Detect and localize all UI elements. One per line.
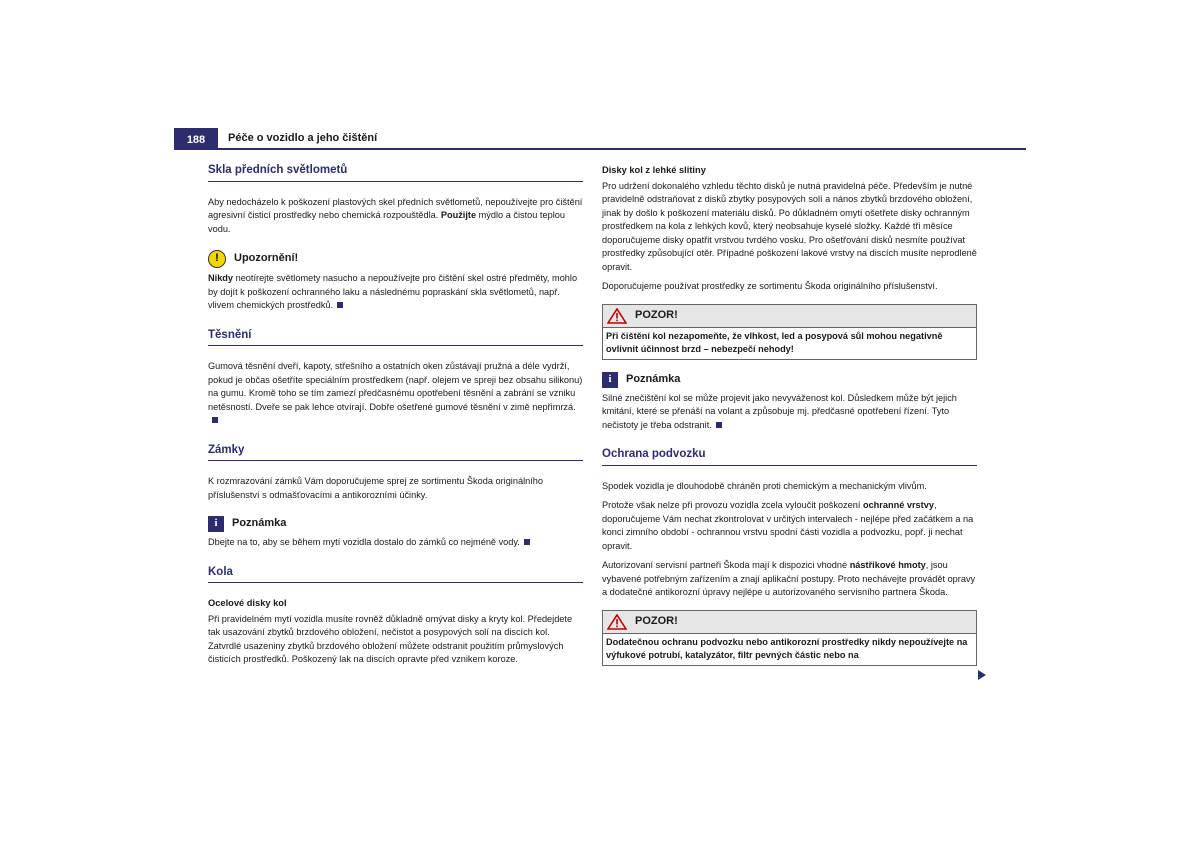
note-text: Silné znečištění kol se může projevit jako nevyváženost kol. Důsledkem může být jejich kmitání, které se přenáší na volant a způsobuje mj. předčasné opotřebení řízení. Tyto nečistoty je třeba odstranit. (602, 392, 957, 430)
section-heading-zamky: Zámky (208, 444, 583, 462)
note-text: Dbejte na to, aby se během mytí vozidla dostalo do zámků co nejméně vody. (208, 536, 583, 550)
caution-text: Při čištění kol nezapomeňte, že vlhkost, led a posypová sůl mohou negativně ovlivnit účinnost brzd – nebezpečí nehody! (606, 330, 943, 354)
chapter-title: Péče o vozidlo a jeho čištění (228, 132, 378, 144)
page-number: 188 (174, 128, 218, 150)
section-heading-kola: Kola (208, 566, 583, 584)
warning-title: Upozornění! (234, 252, 299, 265)
caution-title: POZOR! (635, 308, 678, 321)
caution-header (603, 305, 976, 328)
kola-paragraph: Při pravidelném mytí vozidla musíte rovněž důkladně omývat disky a kryty kol. Předejdete tak usazování zbytků brzdového obložení, nečistot a posypových solí na discích kol. Zatvrdlé usazeniny zbytků brzdového obložení můžete odstranit použitím průmyslových čisticích prostředků. Poškozený lak na discích opravte před vznikem koroze. (208, 613, 573, 664)
right-column (602, 164, 977, 678)
note-header (208, 516, 583, 532)
warning-triangle-icon (607, 614, 627, 630)
caution-title: POZOR! (635, 614, 678, 627)
continue-arrow-icon (978, 670, 986, 680)
caution-box (602, 304, 977, 360)
note-title: Poznámka (626, 372, 681, 385)
section-heading-skla: Skla předních světlometů (208, 164, 583, 182)
warning-header (208, 250, 583, 268)
caution-header (603, 611, 976, 634)
caution-text: Dodatečnou ochranu podvozku nebo antikorozní prostředky nikdy nepoužívejte na výfukové potrubí, katalyzátor, filtr pevných částic nebo na (606, 636, 968, 660)
disky-paragraph: Pro udržení dokonalého vzhledu těchto disků je nutná pravidelná péče. Především je nutné pravidelně odstraňovat z disků zbytky posypových solí a nános zbytků brzdového obložení, jinak by došlo k poškození materiálu disků. Po důkladném omytí ošetřete disky ochranným prostředkem na kola z lehkých kovů, který neobsahuje kyselé složky. Každé tři měsíce doporučujeme disky opatřit vrstvou tvrdého vosku. Pro ošetřování disků nesmíte používat prostředky způsobující otěr. Případné poškození lakové vrstvy na discích musíte neprodleně opravit. (602, 180, 977, 272)
note-header (602, 372, 977, 388)
end-mark-icon (212, 417, 218, 423)
info-icon: i (208, 516, 224, 532)
disky-paragraph-2: Doporučujeme používat prostředky ze sortimentu Škoda originálního příslušenství. (602, 281, 938, 291)
section-heading-tesneni: Těsnění (208, 329, 583, 347)
warning-text: Nikdy neotírejte světlomety nasucho a nepoužívejte pro čištění skel ostré předměty, mohlo by dojít k poškození ochranného laku a následnému popraskání skla světlometů, např. vlivem chemických prostředků. (208, 273, 578, 310)
note-title: Poznámka (232, 517, 287, 530)
caution-box (602, 610, 977, 666)
info-icon: i (602, 372, 618, 388)
section-heading-podvozek: Ochrana podvozku (602, 448, 977, 466)
tesneni-paragraph: Gumová těsnění dveří, kapoty, střešního a ostatních oken zůstávají pružná a déle vydrží, pokud je občas ošetříte speciálním prostředkem (např. olejem ve spreji bez obsahu silikonu) na gumu. Kromě toho se tím zamezí předčasnému opotřebení těsnění a zabrání se vzniku netěsností. Dveře se pak lehce otvírají. Dobře ošetřené gumové těsnění v zimě nepřimrzá. (208, 360, 583, 428)
warning-triangle-icon (607, 308, 627, 324)
left-column (208, 164, 583, 673)
end-mark-icon (716, 422, 722, 428)
subheading-alloy-wheels: Disky kol z lehké slitiny (602, 165, 706, 175)
exclamation-icon: ! (208, 250, 226, 268)
end-mark-icon (524, 539, 530, 545)
page-header (174, 128, 1026, 150)
zamky-paragraph: K rozmrazování zámků Vám doporučujeme sprej ze sortimentu Škoda originálního příslušenství s odmašťovacími a antikorozními účinky. (208, 476, 543, 500)
podvozek-paragraph-2: Protože však nelze při provozu vozidla zcela vyloučit poškození ochranné vrstvy, doporučujeme Vám nechat zkontrolovat v určitých intervalech - nejlépe před začátkem a na konci zimního období - ochrannou vrstvu spodní části vozidla a podvozku, popř. ji nechat opravit. (602, 500, 974, 551)
end-mark-icon (337, 302, 343, 308)
skla-paragraph: Aby nedocházelo k poškození plastových skel předních světlometů, nepoužívejte pro čištění agresivní čisticí prostředky nebo chemická rozpouštědla. Použijte mýdlo a čistou teplou vodu. (208, 196, 583, 234)
subheading-steel-wheels: Ocelové disky kol (208, 598, 287, 608)
podvozek-paragraph-3: Autorizovaní servisní partneři Škoda mají k dispozici vhodné nástřikové hmoty, jsou vybavené potřebným zařízením a znají aplikační postupy. Proto nechávejte provádět opravy a dodatečné antikorozní úpravy nejlépe u autorizovaného servisního partnera Škoda. (602, 560, 976, 597)
podvozek-paragraph-1: Spodek vozidla je dlouhodobě chráněn proti chemickým a mechanickým vlivům. (602, 480, 927, 491)
